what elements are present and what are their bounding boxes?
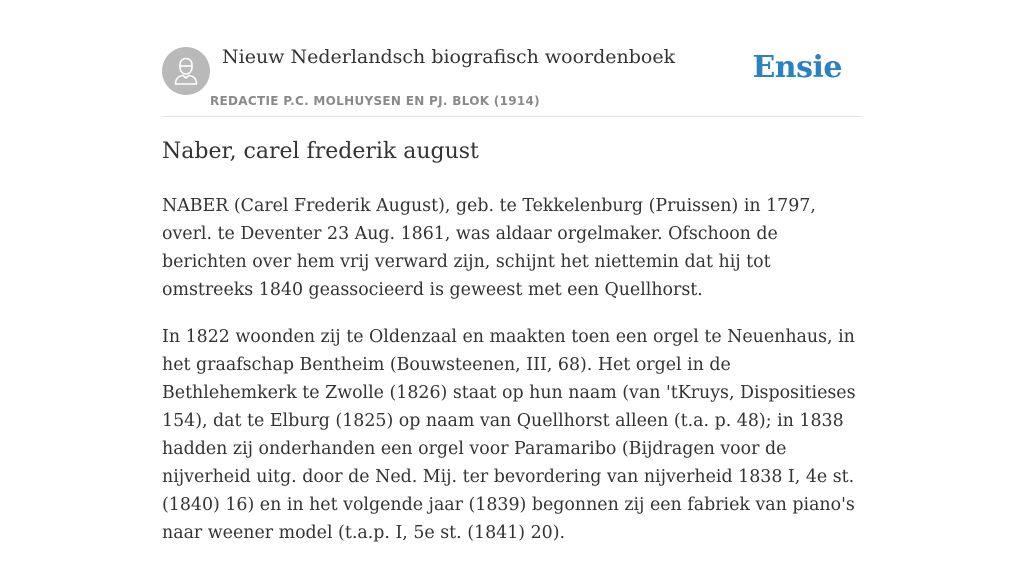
article-paragraph: In 1822 woonden zij te Oldenzaal en maakten toen een orgel te Neuenhaus, in het graafschap Bentheim (Bouwsteenen, III, 68). Het orgel in de Bethlehemkerk te Zwolle (1826) staat op hun naam (van 'tKruys, Dispositieses 154), dat te Elburg (1825) op naam van Quellhorst alleen (t.a. p. 48); in 1838 hadden zij onderhanden een orgel voor Paramaribo (Bijdragen voor de nijverheid uitg. door de Ned. Mij. ter bevordering van nijverheid 1838 I, 4e st. (1840) 16) en in het volgende jaar (1839) begonnen zij een fabriek van piano's naar weener model (t.a.p. I, 5e st. (1841) 20). — [162, 327, 856, 543]
user-icon — [174, 57, 198, 85]
article-paragraph: NABER (Carel Frederik August), geb. te Tekkelenburg (Pruissen) in 1797, overl. te Deventer 23 Aug. 1861, was aldaar orgelmaker. Ofschoon de berichten over hem vrij verward zijn, schijnt het niettemin dat hij tot omstreeks 1840 geassocieerd is geweest met een Quellhorst. — [162, 196, 816, 300]
avatar[interactable] — [162, 47, 210, 95]
page-title: Naber, carel frederik august — [162, 139, 479, 164]
article-body — [162, 192, 862, 566]
brand-logo[interactable]: Ensie — [752, 50, 842, 85]
header — [162, 44, 862, 117]
book-editors: REDACTIE P.C. MOLHUYSEN EN PJ. BLOK (1914) — [210, 94, 540, 108]
book-title[interactable]: Nieuw Nederlandsch biografisch woordenboek — [222, 46, 676, 68]
